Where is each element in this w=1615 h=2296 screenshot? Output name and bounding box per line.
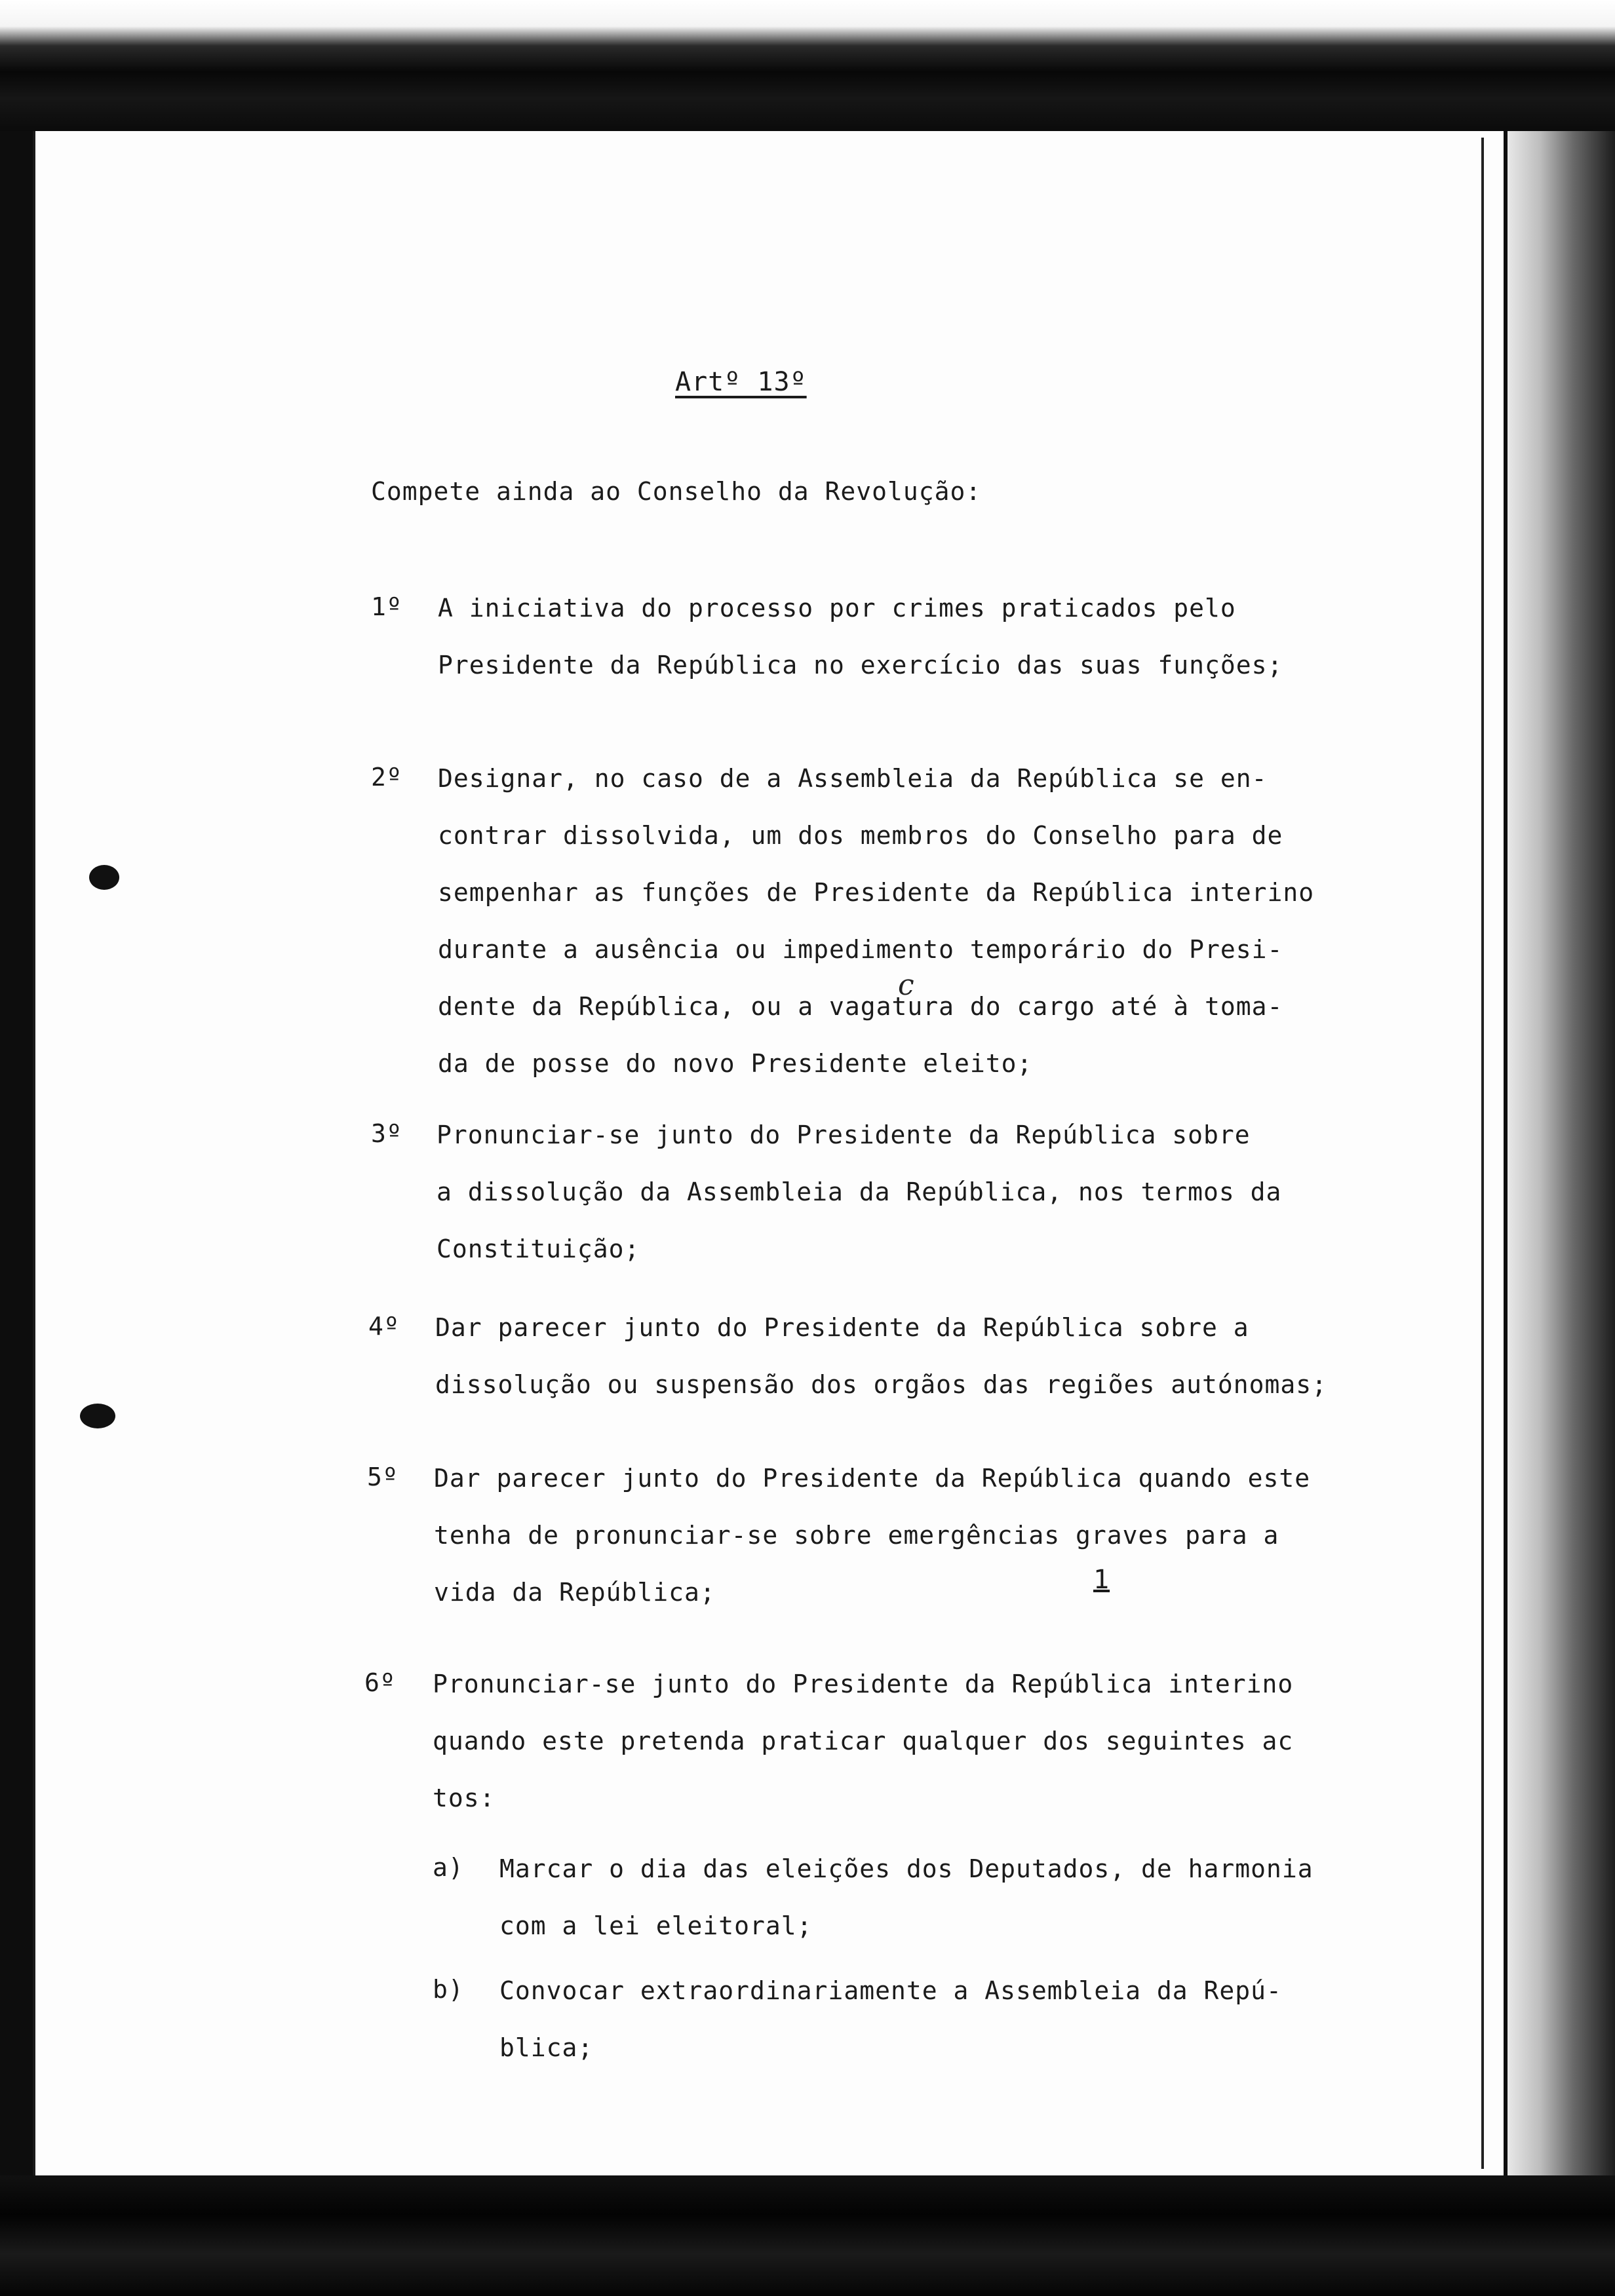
item-line: Convocar extraordinariamente a Assembleia da Repú-	[499, 1976, 1282, 2005]
page-mark: 1	[1093, 1565, 1110, 1595]
item-number: 5º	[367, 1463, 399, 1491]
article-title: Artº 13º	[675, 367, 807, 397]
list-item	[438, 580, 1460, 694]
list-item	[433, 1656, 1455, 1827]
item-line: quando este pretenda praticar qualquer dos seguintes ac	[433, 1727, 1294, 1755]
item-number: 6º	[364, 1668, 396, 1697]
item-line: dissolução ou suspensão dos orgãos das regiões autónomas;	[435, 1370, 1328, 1399]
item-line: contrar dissolvida, um dos membros do Conselho para de	[438, 821, 1283, 850]
item-line: durante a ausência ou impedimento temporário do Presi-	[438, 935, 1283, 964]
item-line: Dar parecer junto do Presidente da República quando este	[434, 1464, 1311, 1493]
item-line: Constituição;	[437, 1234, 640, 1263]
list-item	[438, 750, 1460, 1092]
item-line: dente da República, ou a vagatura do cargo até à toma-	[438, 992, 1283, 1021]
item-line: Designar, no caso de a Assembleia da República se en-	[438, 764, 1268, 793]
intro-paragraph: Compete ainda ao Conselho da Revolução:	[371, 477, 982, 506]
handwritten-correction: c	[898, 968, 915, 1002]
item-line: Dar parecer junto do Presidente da República sobre a	[435, 1313, 1249, 1342]
item-line: Pronunciar-se junto do Presidente da República interino	[433, 1670, 1294, 1698]
list-item	[434, 1450, 1456, 1621]
item-line: tos:	[433, 1784, 496, 1812]
item-line: a dissolução da Assembleia da República, nos termos da	[437, 1177, 1282, 1206]
item-number: 3º	[371, 1119, 402, 1148]
sub-item-letter: a)	[433, 1853, 464, 1882]
item-line: Presidente da República no exercício das suas funções;	[438, 651, 1283, 679]
item-number: 4º	[368, 1312, 400, 1341]
item-line: com a lei eleitoral;	[499, 1911, 813, 1940]
item-line: Pronunciar-se junto do Presidente da República sobre	[437, 1120, 1251, 1149]
item-line: da de posse do novo Presidente eleito;	[438, 1049, 1033, 1078]
item-line: sempenhar as funções de Presidente da República interino	[438, 878, 1315, 907]
item-line: Marcar o dia das eleições dos Deputados, de harmonia	[499, 1854, 1313, 1883]
sub-item-letter: b)	[433, 1975, 464, 2004]
list-item	[435, 1299, 1458, 1413]
list-item	[437, 1107, 1459, 1278]
item-line: A iniciativa do processo por crimes praticados pelo	[438, 594, 1236, 622]
item-number: 2º	[371, 763, 402, 792]
item-line: vida da República;	[434, 1578, 716, 1607]
item-line: tenha de pronunciar-se sobre emergências graves para a	[434, 1521, 1279, 1550]
item-line: blica;	[499, 2033, 594, 2062]
item-number: 1º	[371, 592, 402, 621]
sub-list-item	[499, 1841, 1391, 1955]
sub-list-item	[499, 1962, 1391, 2076]
